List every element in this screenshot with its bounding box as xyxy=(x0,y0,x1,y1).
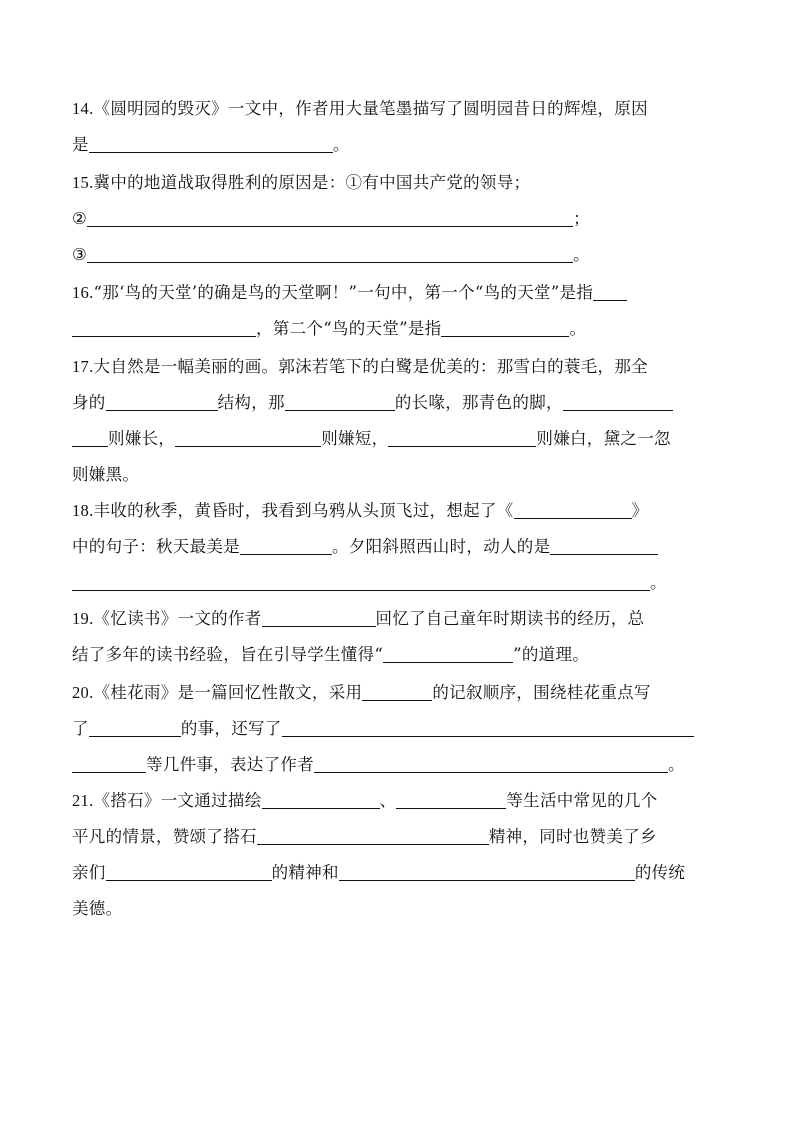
q20-period: 。 xyxy=(668,755,685,774)
q17-text-c1: 则嫌长， xyxy=(108,429,176,448)
q20-line-2 xyxy=(72,716,694,742)
q19-line-2 xyxy=(72,642,589,668)
q18-blank-title[interactable] xyxy=(514,500,632,519)
q16-text-a: “那‘鸟的天堂’的确是鸟的天堂啊！”一句中，第一个“鸟的天堂”是指 xyxy=(93,283,594,302)
q21-blank-scene-2[interactable] xyxy=(396,790,506,809)
q17-text-d: 则嫌黑。 xyxy=(72,465,140,484)
q16-line-2 xyxy=(72,316,586,342)
q20-blank-order[interactable] xyxy=(362,682,432,701)
q18-number: 18. xyxy=(72,501,94,520)
q20-text-a2: 的记叙顺序，围绕桂花重点写 xyxy=(432,683,651,702)
q16-blank-1a[interactable] xyxy=(593,282,627,301)
q17-line-3 xyxy=(72,426,671,452)
q14-text-b: 是 xyxy=(72,135,89,154)
q17-blank-long-a[interactable] xyxy=(563,392,673,411)
q18-period: 。 xyxy=(650,573,667,592)
q17-text-c3: 则嫌白，黛之一忽 xyxy=(536,429,671,448)
q18-line-1 xyxy=(72,498,648,524)
q18-line-3 xyxy=(72,570,667,596)
q20-text-a1: 《桂花雨》是一篇回忆性散文，采用 xyxy=(93,683,363,702)
q15-item-2-mark: ② xyxy=(72,209,88,228)
q15-item-2-end: ； xyxy=(573,209,590,228)
q20-blank-focus[interactable] xyxy=(89,718,181,737)
q15-line-1 xyxy=(72,170,530,196)
q16-line-1 xyxy=(72,280,627,306)
q20-blank-others-b[interactable] xyxy=(72,754,146,773)
q15-text: 冀中的地道战取得胜利的原因是：①有中国共产党的领导； xyxy=(93,173,531,192)
q21-line-2 xyxy=(72,824,657,850)
q16-blank-2[interactable] xyxy=(441,318,569,337)
q14-line-2 xyxy=(72,132,350,158)
q21-text-c3: 的传统 xyxy=(634,863,686,882)
q15-item-3-blank[interactable] xyxy=(87,244,573,263)
q21-blank-spirit[interactable] xyxy=(257,826,489,845)
q17-text-b2: 结构，那 xyxy=(217,393,285,412)
q16-text-b: ，第二个“鸟的天堂”是指 xyxy=(256,319,442,338)
q20-blank-feeling[interactable] xyxy=(314,754,668,773)
q21-text-c2: 的精神和 xyxy=(271,863,339,882)
q17-text-b1: 身的 xyxy=(72,393,106,412)
q14-line-1 xyxy=(72,96,648,122)
q17-blank-white[interactable] xyxy=(388,428,536,447)
q21-line-1 xyxy=(72,788,658,814)
q15-number: 15. xyxy=(72,173,94,192)
q14-period: 。 xyxy=(332,135,350,154)
q19-text-a2: 回忆了自己童年时期读书的经历，总 xyxy=(375,609,645,628)
q21-text-c1: 亲们 xyxy=(72,863,106,882)
q19-text-a1: 《忆读书》一文的作者 xyxy=(93,609,262,628)
q21-blank-scene-1[interactable] xyxy=(262,790,380,809)
q17-text-b3: 的长喙，那青色的脚， xyxy=(394,393,563,412)
q14-number: 14. xyxy=(72,99,94,118)
q17-text-a: 大自然是一幅美丽的画。郭沫若笔下的白鹭是优美的：那雪白的蓑毛，那全 xyxy=(93,357,648,376)
q19-number: 19. xyxy=(72,609,94,628)
q21-line-4 xyxy=(72,896,122,922)
q16-period: 。 xyxy=(569,319,587,338)
q20-number: 20. xyxy=(72,683,94,702)
q17-line-4 xyxy=(72,462,139,488)
q15-item-3-end: 。 xyxy=(573,245,590,264)
q14-answer-blank[interactable] xyxy=(89,134,333,153)
q18-text-a2: 》 xyxy=(631,501,649,520)
q19-line-1 xyxy=(72,606,644,632)
q19-text-b1: 结了多年的读书经验，旨在引导学生懂得“ xyxy=(72,645,384,664)
q17-text-c2: 则嫌短， xyxy=(321,429,389,448)
q18-blank-moving-b[interactable] xyxy=(72,572,650,591)
q15-item-3-mark: ③ xyxy=(72,245,88,264)
q16-blank-1b[interactable] xyxy=(72,318,256,337)
q15-line-3 xyxy=(72,242,590,268)
q21-text-b2: 精神，同时也赞美了乡 xyxy=(488,827,657,846)
q21-blank-tradition[interactable] xyxy=(339,862,635,881)
q21-number: 21. xyxy=(72,791,94,810)
q20-text-b2: 的事，还写了 xyxy=(180,719,282,738)
q15-item-2-blank[interactable] xyxy=(87,208,573,227)
q21-blank-villagers-spirit[interactable] xyxy=(106,862,272,881)
q21-text-d: 美德。 xyxy=(72,899,123,918)
q21-line-3 xyxy=(72,860,685,886)
q17-blank-beak[interactable] xyxy=(285,392,395,411)
q18-text-b1: 中的句子：秋天最美是 xyxy=(72,537,240,556)
q21-text-a3: 等生活中常见的几个 xyxy=(506,791,658,810)
q17-number: 17. xyxy=(72,357,94,376)
q20-line-1 xyxy=(72,680,651,706)
q14-text: 《圆明园的毁灭》一文中，作者用大量笔墨描写了圆明园昔日的辉煌，原因 xyxy=(93,99,648,118)
q17-line-2 xyxy=(72,390,673,416)
q18-text-b2: 。夕阳斜照西山时，动人的是 xyxy=(332,537,551,556)
q20-text-c1: 等几件事，表达了作者 xyxy=(146,755,314,774)
q16-number: 16. xyxy=(72,283,94,302)
q21-text-a1: 《搭石》一文通过描绘 xyxy=(93,791,262,810)
q17-line-1 xyxy=(72,354,648,380)
q17-blank-short[interactable] xyxy=(175,428,321,447)
q19-blank-author[interactable] xyxy=(262,608,376,627)
q20-text-b1: 了 xyxy=(72,719,89,738)
q20-blank-others-a[interactable] xyxy=(282,718,694,737)
q20-line-3 xyxy=(72,752,685,778)
q18-line-2 xyxy=(72,534,658,560)
q19-text-b2: ”的道理。 xyxy=(513,645,590,664)
q21-text-b1: 平凡的情景，赞颂了搭石 xyxy=(72,827,257,846)
q19-blank-lesson[interactable] xyxy=(383,644,513,663)
q18-blank-autumn[interactable] xyxy=(240,536,332,555)
q15-line-2 xyxy=(72,206,590,232)
q17-blank-structure[interactable] xyxy=(106,392,218,411)
q21-text-a2: 、 xyxy=(379,791,397,810)
q17-blank-long-b[interactable] xyxy=(72,428,108,447)
q18-text-a1: 丰收的秋季，黄昏时，我看到乌鸦从头顶飞过，想起了《 xyxy=(93,501,514,520)
q18-blank-moving-a[interactable] xyxy=(550,536,658,555)
